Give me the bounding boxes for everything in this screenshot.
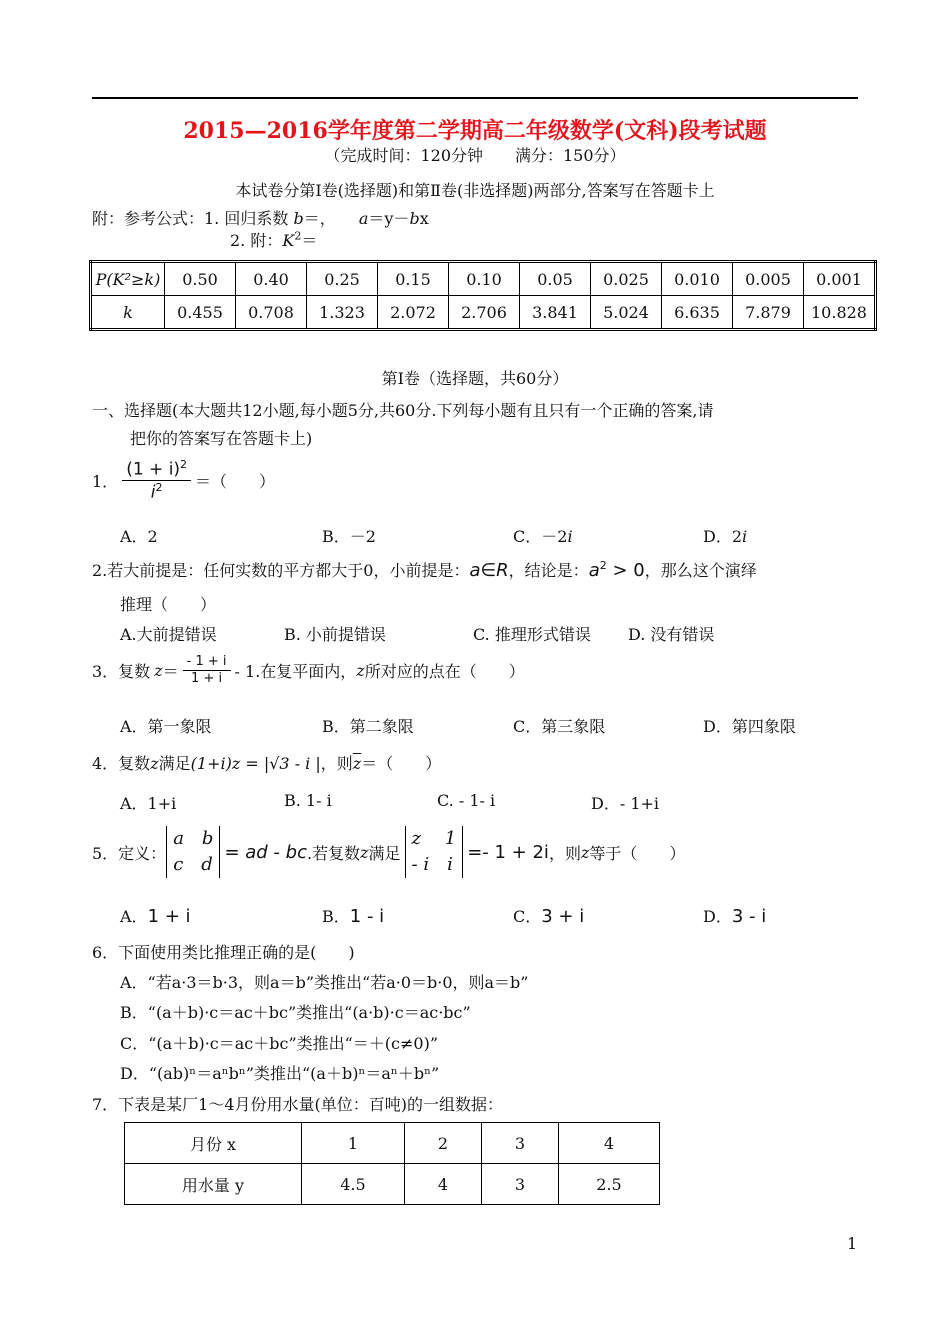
k2-critical-values-table <box>89 260 877 331</box>
option-d: D．3 - i <box>703 906 767 927</box>
option-b: B．－2 <box>322 527 376 546</box>
table-cell: 2.706 <box>449 296 520 330</box>
option-b: B．第二象限 <box>322 717 414 736</box>
table-cell: 0.455 <box>165 296 236 330</box>
option-d: D．2i <box>703 527 748 546</box>
table-cell: 2.5 <box>559 1164 660 1205</box>
math-expression: (1+i)z = |√3 - i | <box>190 754 321 773</box>
top-rule <box>92 97 858 99</box>
fraction <box>122 458 191 503</box>
option-a: A.大前提错误 <box>120 625 217 644</box>
table-cell: 3 <box>482 1164 559 1205</box>
table-cell: 4 <box>405 1164 482 1205</box>
numerator: (1 + i) <box>126 459 181 480</box>
option-c: C．3 + i <box>513 906 585 927</box>
table-cell: 0.40 <box>236 262 307 296</box>
table-header-cell: P(K²≥k) <box>91 262 165 296</box>
table-cell: 5.024 <box>591 296 662 330</box>
question-6: 6．下面使用类比推理正确的是( ) <box>92 943 355 962</box>
table-cell: 3.841 <box>520 296 591 330</box>
table-cell: 0.25 <box>307 262 378 296</box>
option-d: D．- 1+i <box>591 794 660 813</box>
determinant-definition: a b c d <box>166 826 220 878</box>
table-cell: 0.005 <box>733 262 804 296</box>
table-cell: 0.15 <box>378 262 449 296</box>
denominator: 1 + i <box>191 670 223 686</box>
formula1-b: b <box>293 209 304 228</box>
table-cell: 2 <box>405 1123 482 1164</box>
option-b: B．“(a＋b)·c＝ac＋bc”类推出“(a·b)·c＝ac·bc” <box>120 1003 471 1022</box>
formula1-bx: b <box>409 209 420 228</box>
denominator-exponent: 2 <box>155 481 163 495</box>
table-header-cell: 用水量 y <box>125 1164 302 1205</box>
table-cell: 6.635 <box>662 296 733 330</box>
table-cell: 4 <box>559 1123 660 1164</box>
table-cell: 3 <box>482 1123 559 1164</box>
formula1-eq: ＝， <box>303 209 336 228</box>
formula1-x: x <box>419 209 429 228</box>
option-a: A．2 <box>120 527 158 546</box>
exam-intro: 本试卷分第Ⅰ卷(选择题)和第Ⅱ卷(非选择题)两部分,答案写在答题卡上 <box>235 181 715 200</box>
table-row <box>91 296 876 330</box>
option-c: C．“(a＋b)·c＝ac＋bc”类推出“＝＋(c≠0)” <box>120 1034 439 1053</box>
option-d: D．“(ab)ⁿ＝aⁿbⁿ”类推出“(a＋b)ⁿ＝aⁿ＋bⁿ” <box>120 1064 440 1083</box>
part-instructions-line-2: 把你的答案写在答题卡上) <box>130 429 313 448</box>
question-number: 1． <box>92 472 119 492</box>
option-c: C. 推理形式错误 <box>473 625 591 644</box>
option-a: A．“若a·3＝b·3，则a＝b”类推出“若a·0＝b·0，则a＝b” <box>120 973 529 992</box>
table-cell: 1.323 <box>307 296 378 330</box>
question-2: 2.若大前提是：任何实数的平方都大于0，小前提是：a∈R，结论是：$a^2 > 0$，那么这个演绎 <box>92 559 757 581</box>
option-d: D. 没有错误 <box>628 625 715 644</box>
formula2-text: 附： <box>250 231 283 250</box>
denominator: i <box>150 482 156 503</box>
table-cell: 7.879 <box>733 296 804 330</box>
formula-line-2 <box>230 228 317 251</box>
formula-line-1 <box>92 206 429 229</box>
table-cell: 0.10 <box>449 262 520 296</box>
question-3: 3．复数 z ＝ $\frac{- 1 + i}{1 + i}$ - 1.在复平面内， z 所对应的点在（ ） <box>92 654 525 686</box>
question-2-line-2: 推理（ ） <box>120 595 217 614</box>
determinant-condition: z 1 - i i <box>405 826 464 878</box>
table-cell: 0.708 <box>236 296 307 330</box>
formula2-k: K <box>282 231 295 250</box>
water-usage-table <box>124 1122 660 1205</box>
exam-subtitle: （完成时间：120分钟 满分：150分） <box>324 146 626 165</box>
question-7: 7．下表是某厂1～4月份用水量(单位：百吨)的一组数据： <box>92 1095 504 1114</box>
table-cell: 10.828 <box>804 296 876 330</box>
math-a-squared: $a^2 > 0$ <box>588 559 645 581</box>
math-a-in-r: a∈R <box>469 560 509 581</box>
table-cell: 0.025 <box>591 262 662 296</box>
option-a: A．1+i <box>120 794 177 813</box>
table-header-cell: 月份 x <box>125 1123 302 1164</box>
formula2-eq: ＝ <box>301 231 318 250</box>
table-header-cell: k <box>91 296 165 330</box>
formula1-text: 回归系数 <box>224 209 289 228</box>
question-tail: ＝（ ） <box>195 472 276 492</box>
table-cell: 0.05 <box>520 262 591 296</box>
page-title: 2015—2016学年度第二学期高二年级数学(文科)段考试题 <box>183 118 767 144</box>
formula-label: 附：参考公式：1. <box>92 209 220 228</box>
table-cell: 4.5 <box>302 1164 405 1205</box>
formula1-a: a <box>358 209 369 228</box>
z-conjugate: $\overline{z}$ <box>352 754 362 773</box>
question-1 <box>92 458 275 503</box>
option-b: B．1 - i <box>322 906 385 927</box>
table-row <box>125 1164 660 1205</box>
option-c: C．－2i <box>513 527 573 546</box>
table-row <box>91 262 876 296</box>
section-heading: 第Ⅰ卷（选择题，共60分） <box>381 369 569 388</box>
numerator-exponent: 2 <box>180 458 188 471</box>
formula2-exp: 2 <box>294 229 302 243</box>
option-b: B. 1- i <box>284 791 332 810</box>
table-cell: 2.072 <box>378 296 449 330</box>
formula1-rest: ＝y－ <box>368 209 410 228</box>
formula2-num: 2. <box>230 231 246 250</box>
question-5: 5．定义： a b c d = ad - bc .若复数 z 满足 z 1 - i i =- 1 + 2i ，则 z 等于（ ） <box>92 826 685 878</box>
table-cell: 1 <box>302 1123 405 1164</box>
table-cell: 0.001 <box>804 262 876 296</box>
table-cell: 0.50 <box>165 262 236 296</box>
option-b: B. 小前提错误 <box>284 625 386 644</box>
option-a: A．第一象限 <box>120 717 212 736</box>
table-cell: 0.010 <box>662 262 733 296</box>
option-a: A．1 + i <box>120 906 191 927</box>
fraction <box>183 654 231 686</box>
page-number: 1 <box>847 1234 858 1253</box>
part-instructions-line-1: 一、选择题(本大题共12小题,每小题5分,共60分.下列每小题有且只有一个正确的答案,请 <box>92 401 714 420</box>
table-row <box>125 1123 660 1164</box>
option-c: C. - 1- i <box>437 791 496 810</box>
option-c: C．第三象限 <box>513 717 606 736</box>
option-d: D．第四象限 <box>703 717 796 736</box>
numerator: - 1 + i <box>183 654 231 671</box>
question-4: 4．复数z满足(1+i)z = |√3 - i |，则$\overline{z}=$（ ） <box>92 754 442 773</box>
